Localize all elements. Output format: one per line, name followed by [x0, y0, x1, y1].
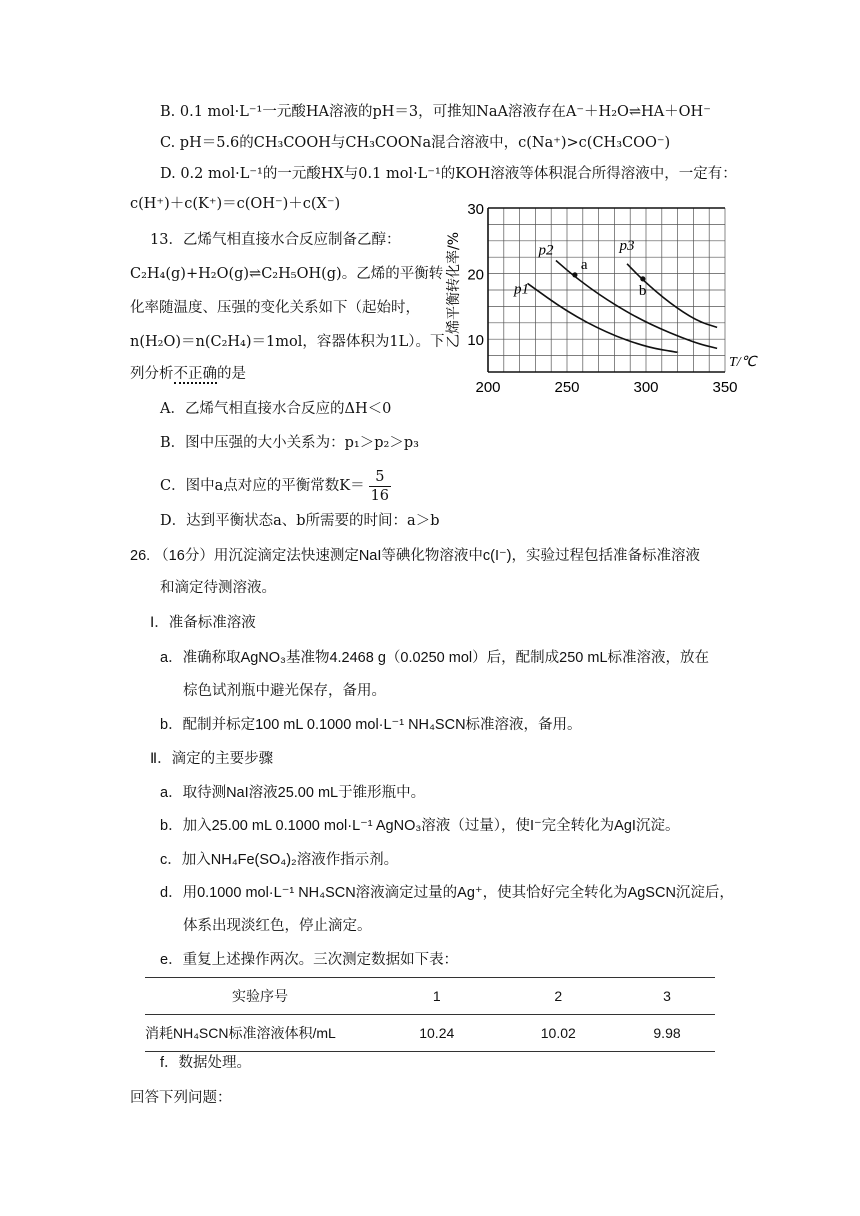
fraction-numerator: 5	[369, 468, 391, 487]
q13-option-c	[160, 462, 391, 510]
option-c-line: C. pH＝5.6的CH₃COOH与CH₃COONa混合溶液中，c(Na⁺)>c(CH₃COO⁻)	[160, 135, 671, 151]
q26-stem-line-2: 和滴定待测溶液。	[160, 580, 276, 596]
option-b-line: B. 0.1 mol·L⁻¹一元酸HA溶液的pH＝3，可推知NaA溶液存在A⁻＋H₂O⇌HA＋OH⁻	[160, 104, 711, 120]
step-1b: b．配制并标定100 mL 0.1000 mol·L⁻¹ NH₄SCN标准溶液，备用。	[160, 717, 582, 733]
x-tick-label: 350	[712, 379, 738, 396]
q13-stem-line-1: 13．乙烯气相直接水合反应制备乙醇：	[150, 232, 401, 248]
section-2-heading: Ⅱ．滴定的主要步骤	[150, 751, 274, 767]
step-1a-line-2: 棕色试剂瓶中避光保存，备用。	[183, 683, 386, 699]
q13-stem-line-4: n(H₂O)＝n(C₂H₄)＝1mol，容器体积为1L）。下	[130, 334, 445, 350]
x-tick-label: 250	[554, 379, 580, 396]
step-2b: b．加入25.00 mL 0.1000 mol·L⁻¹ AgNO₃溶液（过量），使I⁻完全转化为AgI沉淀。	[160, 818, 680, 834]
x-axis-label: T/℃	[729, 355, 757, 370]
table-row-label: 消耗NH₄SCN标准溶液体积/mL	[145, 1015, 376, 1052]
step-2f: f．数据处理。	[160, 1055, 252, 1071]
y-tick-label: 30	[467, 201, 484, 218]
q13-stem-line-3: 化率随温度、压强的变化关系如下（起始时，	[130, 300, 420, 316]
table-row	[145, 1015, 715, 1052]
y-axis-label: 乙烯平衡转化率/%	[446, 231, 462, 349]
step-2e: e．重复上述操作两次。三次测定数据如下表：	[160, 952, 459, 968]
q26-stem-line-1: 26. （16分）用沉淀滴定法快速测定NaI等碘化物溶液中c(I⁻)，实验过程包括准备标准溶液	[130, 548, 700, 564]
table-header-row	[145, 978, 715, 1015]
x-tick-label: 200	[475, 379, 501, 396]
step-2a: a．取待测NaI溶液25.00 mL于锥形瓶中。	[160, 785, 426, 801]
y-tick-label: 10	[467, 332, 484, 350]
point-label-b: b	[638, 282, 647, 299]
series-label-p1: p1	[514, 281, 529, 298]
option-d-continuation: c(H⁺)＋c(K⁺)＝c(OH⁻)＋c(X⁻)	[130, 196, 341, 212]
x-tick-label: 300	[633, 379, 659, 396]
step-1a-line-1: a．准确称取AgNO₃基准物4.2468 g（0.0250 mol）后，配制成250 mL标准溶液，放在	[160, 650, 710, 666]
step-2c: c．加入NH₄Fe(SO₄)₂溶液作指示剂。	[160, 852, 399, 868]
series-label-p3: p3	[619, 237, 635, 254]
option-d-line: D. 0.2 mol·L⁻¹的一元酸HX与0.1 mol·L⁻¹的KOH溶液等体积混合所得溶液中，一定有：	[160, 166, 737, 182]
table-header-cell: 1	[376, 978, 498, 1015]
step-2d-line-2: 体系出现淡红色，停止滴定。	[183, 918, 372, 934]
table-cell: 10.24	[376, 1015, 498, 1052]
table-cell: 9.98	[619, 1015, 715, 1052]
point-b	[640, 276, 645, 281]
fraction	[369, 468, 391, 505]
q13-option-d: D．达到平衡状态a、b所需要的时间：a＞b	[160, 513, 440, 529]
series-line-p1	[528, 283, 678, 352]
table-header-label: 实验序号	[145, 978, 376, 1015]
q13-stem-prefix: 列分析	[130, 366, 174, 382]
step-2d-line-1: d．用0.1000 mol·L⁻¹ NH₄SCN溶液滴定过量的Ag⁺，使其恰好完全转化为AgSCN沉淀后，	[160, 885, 734, 901]
q13-option-c-text: C．图中a点对应的平衡常数K＝	[160, 478, 365, 494]
chart-labels	[445, 201, 759, 396]
point-label-a: a	[580, 256, 588, 273]
table-cell: 10.02	[498, 1015, 620, 1052]
y-tick-label: 20	[467, 266, 484, 284]
q13-stem-suffix: 的是	[217, 366, 246, 382]
q13-stem-line-2: C₂H₄(g)+H₂O(g)⇌C₂H₅OH(g)。乙烯的平衡转	[130, 266, 444, 282]
point-a	[572, 272, 577, 277]
q13-option-a: A．乙烯气相直接水合反应的ΔH＜0	[160, 401, 392, 417]
section-1-heading: Ⅰ．准备标准溶液	[150, 615, 256, 631]
q13-option-b: B．图中压强的大小关系为：p₁＞p₂＞p₃	[160, 435, 419, 451]
conversion-chart	[440, 200, 757, 400]
table-header-cell: 3	[619, 978, 715, 1015]
table-header-cell: 2	[498, 978, 620, 1015]
titration-data-table	[145, 977, 715, 1052]
answer-prompt: 回答下列问题：	[130, 1090, 232, 1106]
fraction-denominator: 16	[370, 487, 390, 504]
series-label-p2: p2	[538, 242, 554, 259]
q13-stem-line-5	[130, 364, 246, 384]
q13-emphasis-text: 不正确	[173, 366, 217, 382]
